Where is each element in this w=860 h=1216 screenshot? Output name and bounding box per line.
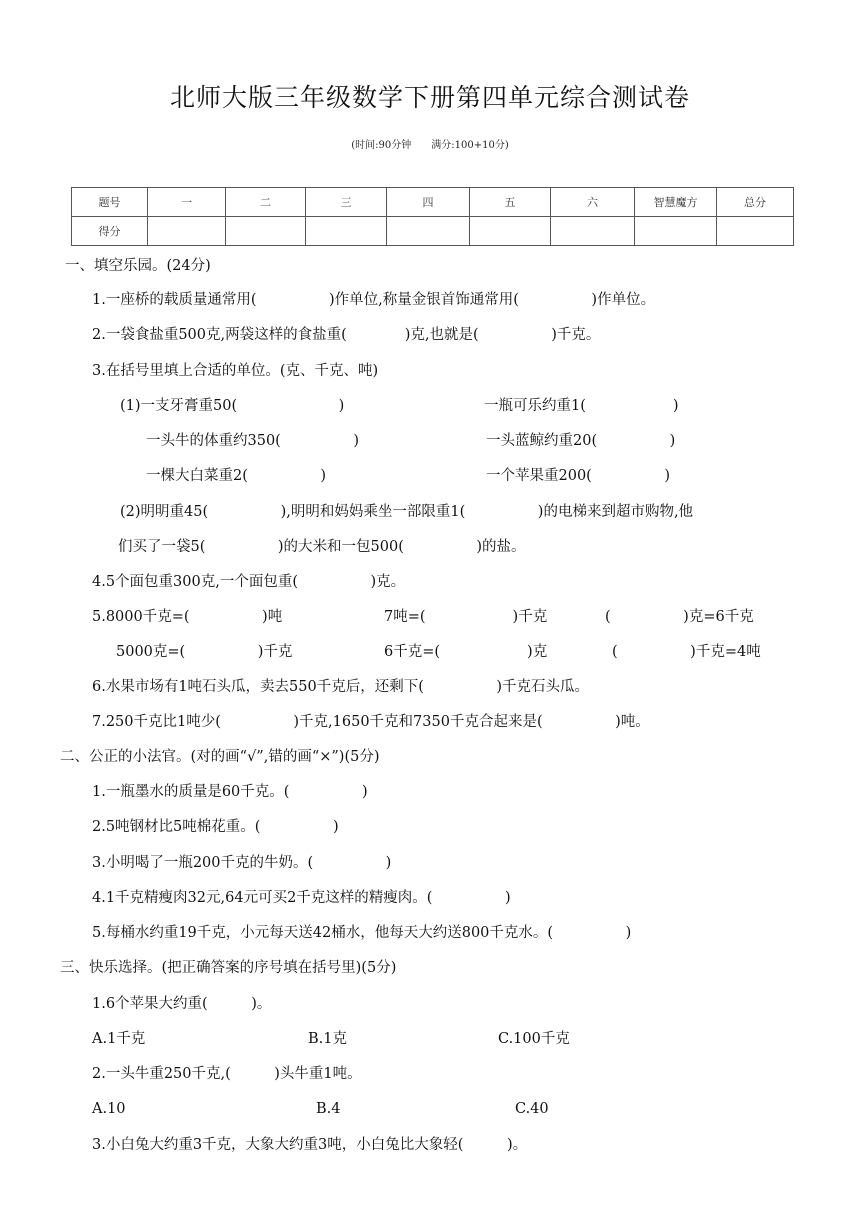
- header-cell: 二: [226, 188, 306, 217]
- header-cell: 一: [148, 188, 226, 217]
- section-3-heading: 三、快乐选择。(把正确答案的序号填在括号里)(5分): [60, 960, 397, 976]
- question-2-3: 3.小明喝了一瓶200千克的牛奶。( ): [92, 855, 392, 871]
- question-1-5-item: ( )克=6千克: [605, 609, 754, 625]
- question-1-3-item: (1)一支牙膏重50( ): [120, 398, 345, 414]
- option-b: B.1克: [308, 1031, 347, 1047]
- question-1-5-item: 5000克=( )千克: [116, 644, 293, 660]
- question-1-3: 3.在括号里填上合适的单位。(克、千克、吨): [92, 363, 379, 379]
- section-2-heading: 二、公正的小法官。(对的画“√”,错的画“×”)(5分): [60, 749, 380, 765]
- page-title: 北师大版三年级数学下册第四单元综合测试卷: [169, 83, 690, 112]
- question-2-1: 1.一瓶墨水的质量是60千克。( ): [92, 784, 368, 800]
- section-1-heading: 一、填空乐园。(24分): [65, 258, 211, 274]
- question-1-1: 1.一座桥的载质量通常用( )作单位,称量金银首饰通常用( )作单位。: [92, 292, 656, 308]
- option-a: A.1千克: [92, 1031, 146, 1047]
- question-2-2: 2.5吨钢材比5吨棉花重。( ): [92, 819, 339, 835]
- option-b: B.4: [316, 1101, 341, 1117]
- question-1-3-item: 一个苹果重200( ): [486, 468, 670, 484]
- question-1-5-item: 6千克=( )克: [384, 644, 548, 660]
- header-cell: 总分: [717, 188, 794, 217]
- header-cell: 题号: [72, 188, 148, 217]
- header-cell: 六: [551, 188, 635, 217]
- question-1-6: 6.水果市场有1吨石头瓜，卖去550千克后，还剩下( )千克石头瓜。: [92, 679, 590, 695]
- question-1-3-item: 一头牛的体重约350( ): [146, 433, 359, 449]
- score-cell[interactable]: [551, 217, 635, 246]
- question-1-2: 2.一袋食盐重500克,两袋这样的食盐重( )克,也就是( )千克。: [92, 327, 601, 343]
- score-row-label: 得分: [72, 217, 148, 246]
- score-table-header-row: [72, 188, 794, 217]
- question-1-4: 4.5个面包重300克,一个面包重( )克。: [92, 574, 406, 590]
- question-1-3-item: 一头蓝鲸约重20( ): [486, 433, 676, 449]
- question-3-3: 3.小白兔大约重3千克，大象大约重3吨，小白兔比大象轻( )。: [92, 1137, 528, 1153]
- header-cell: 三: [306, 188, 387, 217]
- score-cell[interactable]: [635, 217, 717, 246]
- question-2-5: 5.每桶水约重19千克，小元每天送42桶水，他每天大约送800千克水。( ): [92, 925, 632, 941]
- score-cell[interactable]: [306, 217, 387, 246]
- question-1-5-item: 7吨=( )千克: [384, 609, 548, 625]
- question-1-7: 7.250千克比1吨少( )千克,1650千克和7350千克合起来是( )吨。: [92, 714, 650, 730]
- score-table-score-row: [72, 217, 794, 246]
- score-cell[interactable]: [717, 217, 794, 246]
- question-1-3-item: 一瓶可乐约重1( ): [484, 398, 679, 414]
- header-cell: 四: [387, 188, 470, 217]
- question-3-2: 2.一头牛重250千克,( )头牛重1吨。: [92, 1066, 362, 1082]
- question-1-3-item: 一棵大白菜重2( ): [146, 468, 327, 484]
- option-c: C.100千克: [498, 1031, 570, 1047]
- score-table: [71, 187, 794, 246]
- question-1-5-item: ( )千克=4吨: [612, 644, 761, 660]
- score-cell[interactable]: [226, 217, 306, 246]
- score-cell[interactable]: [387, 217, 470, 246]
- question-1-3-part2-cont: 们买了一袋5( )的大米和一包500( )的盐。: [118, 539, 526, 555]
- question-1-5-item: 5.8000千克=( )吨: [92, 609, 283, 625]
- header-cell: 五: [470, 188, 551, 217]
- exam-info: (时间:90分钟 满分:100+10分): [351, 140, 509, 151]
- score-cell[interactable]: [470, 217, 551, 246]
- score-cell[interactable]: [148, 217, 226, 246]
- option-c: C.40: [515, 1101, 549, 1117]
- header-cell: 智慧魔方: [635, 188, 717, 217]
- question-1-3-part2: (2)明明重45( ),明明和妈妈乘坐一部限重1( )的电梯来到超市购物,他: [120, 504, 694, 520]
- question-3-1: 1.6个苹果大约重( )。: [92, 996, 272, 1012]
- question-2-4: 4.1千克精瘦肉32元,64元可买2千克这样的精瘦肉。( ): [92, 890, 511, 906]
- option-a: A.10: [92, 1101, 126, 1117]
